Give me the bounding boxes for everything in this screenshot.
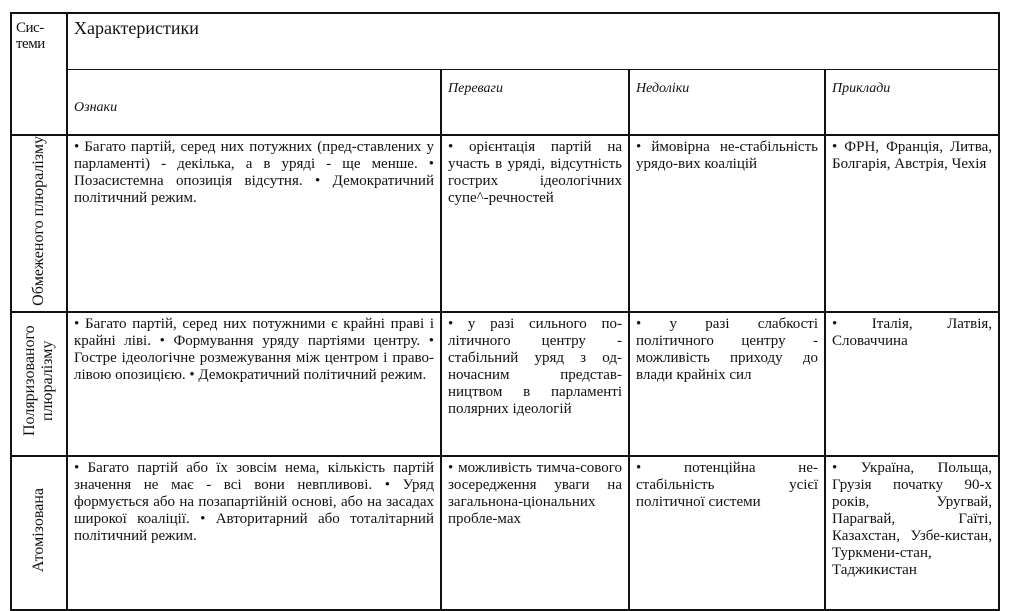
- advantages-cell: • можливість тимча-сового зосередження уваги на загальнона-ціональних пробле-мах: [441, 456, 629, 610]
- signs-cell: • Багато партій, серед них потужних (пред-ставлених у парламенті) - декілька, а в уряді - ще менше. • Позасистемна опозиція відсутня. • Демократичний політичний режим.: [67, 135, 441, 312]
- disadvantages-header: Недоліки: [629, 69, 825, 135]
- examples-cell: • Італія, Латвія, Словаччина: [825, 312, 999, 456]
- table-row: [11, 135, 999, 312]
- examples-cell: • Україна, Польща, Грузія початку 90-х років, Уругвай, Парагвай, Гаїті, Казахстан, Узбе-кистан, Туркмени-стан, Таджикистан: [825, 456, 999, 610]
- table-row: [11, 456, 999, 610]
- advantages-cell: • орієнтація партій на участь в уряді, відсутність гострих ідеологічних супе^-речностей: [441, 135, 629, 312]
- system-name-cell: [11, 312, 67, 456]
- signs-header: Ознаки: [67, 69, 441, 135]
- advantages-cell: • у разі сильного по-літичного центру - стабільний уряд з од-ночасним представ-ництвом в парламенті полярних ідеологій: [441, 312, 629, 456]
- system-name: Атомізована: [30, 488, 47, 573]
- party-systems-table: [10, 12, 1000, 611]
- systems-column-header: [11, 13, 67, 135]
- signs-cell: • Багато партій, серед них потужними є крайні праві і крайні ліві. • Формування уряду партіями центру. • Гостре ідеологічне розмежування між центром і право-лівою опозицією. • Демократичний політичний режим.: [67, 312, 441, 456]
- examples-cell: • ФРН, Франція, Литва, Болгарія, Австрія, Чехія: [825, 135, 999, 312]
- advantages-header: Переваги: [441, 69, 629, 135]
- examples-header: Приклади: [825, 69, 999, 135]
- system-name-cell: [11, 135, 67, 312]
- table-row: [11, 312, 999, 456]
- disadvantages-cell: • у разі слабкості політичного центру - можливість приходу до влади крайніх сил: [629, 312, 825, 456]
- systems-header-label: Сис- теми: [16, 20, 45, 52]
- disadvantages-cell: • потенційна не-стабільність усієї політичної системи: [629, 456, 825, 610]
- signs-cell: • Багато партій або їх зовсім нема, кількість партій значення не має - всі вони невпливові. • Уряд формується або на позапартійній основі, або на засадах широкої коаліції. • Авторитарний або тоталітарний політичний режим.: [67, 456, 441, 610]
- disadvantages-cell: • ймовірна не-стабільність урядо-вих коаліцій: [629, 135, 825, 312]
- characteristics-header: Характеристики: [67, 13, 999, 69]
- systems-table-page: [10, 12, 998, 578]
- system-name: Обмеженого плюралізму: [30, 136, 47, 306]
- system-name: Поляризованого плюралізму: [21, 326, 56, 437]
- system-name-cell: [11, 456, 67, 610]
